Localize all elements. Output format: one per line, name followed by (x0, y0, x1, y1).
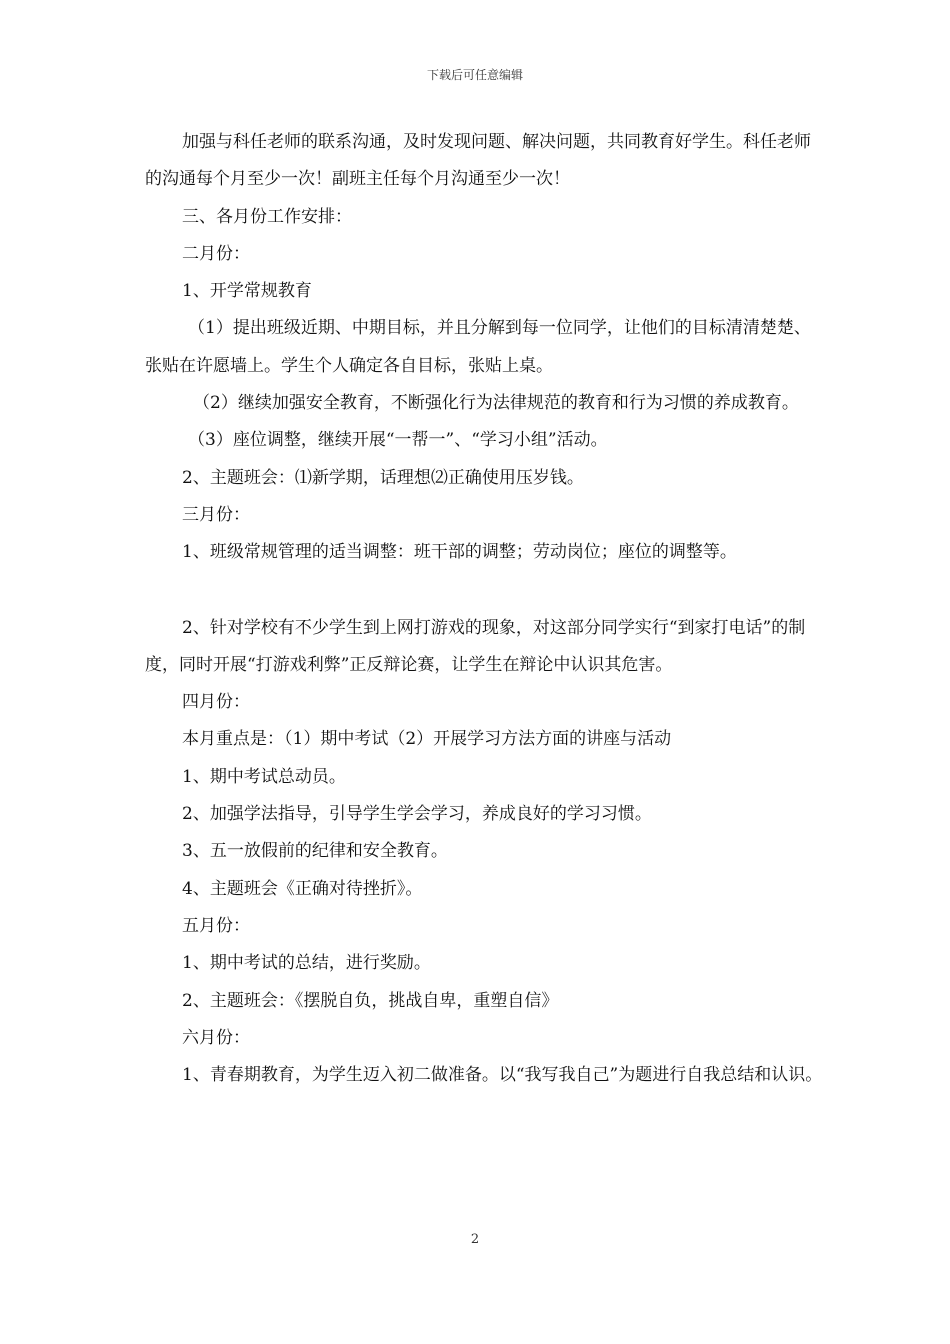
list-item: 2、针对学校有不少学生到上网打游戏的现象，对这部分同学实行“到家打电话”的制度，同时开展“打游戏利弊”正反辩论赛，让学生在辩论中认识其危害。 (145, 617, 806, 675)
list-item: （2）继续加强安全教育，不断强化行为法律规范的教育和行为习惯的养成教育。 (193, 393, 799, 414)
list-item: 1、期中考试总动员。 (182, 766, 346, 787)
paragraph-teacher-communication: 加强与科任老师的联系沟通，及时发现问题、解决问题，共同教育好学生。科任老师的沟通每个月至少一次！副班主任每个月沟通至少一次！ (145, 132, 811, 190)
list-item: 1、期中考试的总结，进行奖励。 (182, 953, 431, 974)
month-heading-april: 四月份： (182, 692, 250, 713)
list-item: （1）提出班级近期、中期目标，并且分解到每一位同学，让他们的目标清清楚楚、张贴在许愿墙上。学生个人确定各自目标，张贴上桌。 (145, 318, 811, 376)
blank-line (145, 572, 825, 610)
month-heading-may: 五月份： (182, 915, 250, 936)
page-number: 2 (470, 1232, 480, 1247)
month-heading-february: 二月份： (182, 243, 250, 264)
april-focus: 本月重点是：（1）期中考试（2）开展学习方法方面的讲座与活动 (182, 729, 672, 750)
list-item: 4、主题班会《正确对待挫折》。 (182, 878, 423, 899)
list-item: 1、开学常规教育 (182, 281, 312, 302)
list-item: 1、班级常规管理的适当调整：班干部的调整；劳动岗位；座位的调整等。 (182, 542, 737, 563)
list-item: 3、五一放假前的纪律和安全教育。 (182, 841, 448, 862)
document-body (145, 124, 825, 1094)
list-item: 2、主题班会：⑴新学期，话理想⑵正确使用压岁钱。 (182, 467, 584, 488)
list-item: （3）座位调整，继续开展“一帮一”、“学习小组”活动。 (188, 430, 608, 451)
list-item: 2、主题班会：《摆脱自负，挑战自卑，重塑自信》 (182, 990, 559, 1011)
month-heading-june: 六月份： (182, 1027, 250, 1048)
month-heading-march: 三月份： (182, 504, 250, 525)
list-item: 2、加强学法指导，引导学生学会学习，养成良好的学习习惯。 (182, 804, 652, 825)
section-heading-monthly-plan: 三、各月份工作安排： (182, 206, 352, 227)
page-header: 下载后可任意编辑 (426, 68, 523, 82)
list-item: 1、青春期教育，为学生迈入初二做准备。以“我写我自己”为题进行自我总结和认识。 (182, 1065, 823, 1086)
